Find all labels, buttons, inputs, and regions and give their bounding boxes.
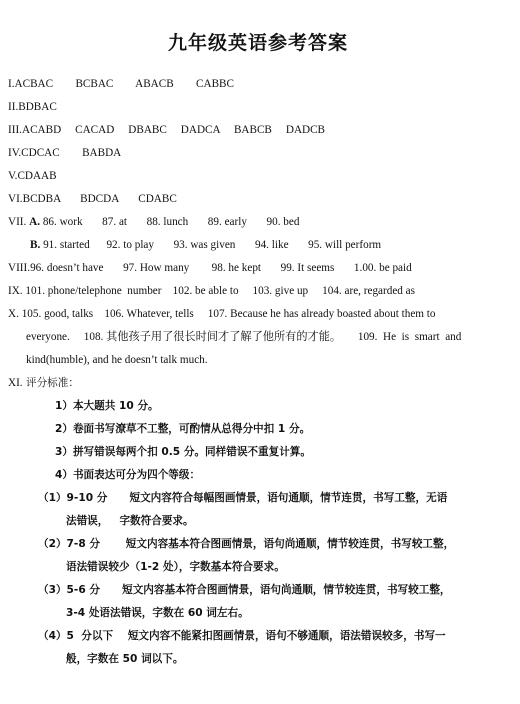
grade-text: （4）5 分以下 短文内容不能紧扣图画情景，语句不够通顺，语法错误较多，书写一 bbox=[38, 630, 446, 642]
part-a-text: 86. work 87. at 88. lunch 89. early 90. bed bbox=[42, 216, 300, 228]
page-title: 九年级英语参考答案 bbox=[167, 32, 348, 54]
answer-text: CDCAC BABDA bbox=[21, 147, 122, 159]
section-label: VI. bbox=[8, 193, 23, 205]
part-b-label: B. bbox=[30, 239, 41, 251]
answer-line-4 bbox=[8, 142, 500, 165]
grading-rule bbox=[8, 441, 500, 464]
rule-text: 3）拼写错误每两个扣 0.5 分。同样错误不重复计算。 bbox=[55, 446, 311, 458]
grade-text: （3）5-6 分 短文内容基本符合图画情景，语句尚通顺，情节较连贯，书写较工整， bbox=[38, 584, 451, 596]
grade-text: （1）9-10 分 短文内容符合每幅图画情景，语句通顺，情节连贯，书写工整，无语 bbox=[38, 492, 448, 504]
answer-text: ACABD CACAD DBABC DADCA BABCB DADCB bbox=[21, 124, 326, 136]
answer-text: BDBAC bbox=[18, 101, 57, 113]
section-10-line-2 bbox=[8, 326, 500, 349]
grading-rule bbox=[8, 418, 500, 441]
section-7-a bbox=[8, 211, 500, 234]
section-label: II. bbox=[8, 101, 19, 113]
answer-text: kind(humble), and he doesn’t talk much. bbox=[26, 354, 208, 366]
grading-rule bbox=[8, 464, 500, 487]
rule-text: 2）卷面书写潦草不工整，可酌情从总得分中扣 1 分。 bbox=[55, 423, 311, 435]
rule-text: 4）书面表达可分为四个等级： bbox=[55, 469, 201, 481]
grading-heading: 评分标准： bbox=[25, 377, 79, 389]
section-label: X. bbox=[8, 308, 19, 320]
grade-text: 般，字数在 50 词以下。 bbox=[66, 653, 184, 665]
answer-text: everyone. 108. 其他孩子用了很长时间才了解了他所有的才能。 109. He is smart and bbox=[26, 331, 462, 343]
grade-2-line-2 bbox=[8, 556, 500, 579]
grade-1-line-2 bbox=[8, 510, 500, 533]
answer-text: 96. doesn’t have 97. How many 98. he kept 99. It seems 1.00. be paid bbox=[30, 262, 412, 274]
answer-line-5 bbox=[8, 165, 500, 188]
grade-2-line-1 bbox=[8, 533, 500, 556]
answer-text: BCDBA BDCDA CDABC bbox=[22, 193, 177, 205]
section-label: XI. bbox=[8, 377, 23, 389]
part-b-text: 91. started 92. to play 93. was given 94. like 95. will perform bbox=[43, 239, 382, 251]
grade-text: 语法错误较少（1-2 处），字数基本符合要求。 bbox=[66, 561, 285, 573]
rule-text: 1）本大题共 10 分。 bbox=[55, 400, 159, 412]
section-9 bbox=[8, 280, 500, 303]
section-label: IV. bbox=[8, 147, 22, 159]
grading-rule bbox=[8, 395, 500, 418]
answer-text: ACBAC BCBAC ABACB CABBC bbox=[14, 78, 234, 90]
answer-line-3 bbox=[8, 119, 500, 142]
grade-4-line-1 bbox=[8, 625, 500, 648]
section-label: I. bbox=[8, 78, 15, 90]
section-label: III. bbox=[8, 124, 22, 136]
grade-3-line-2 bbox=[8, 602, 500, 625]
grade-4-line-2 bbox=[8, 648, 500, 671]
section-label: VIII. bbox=[8, 262, 31, 274]
answer-text: 105. good, talks 106. Whatever, tells 107. Because he has already boasted about them to bbox=[21, 308, 436, 320]
answer-line-2 bbox=[8, 96, 500, 119]
grade-1-line-1 bbox=[8, 487, 500, 510]
section-label: IX. bbox=[8, 285, 23, 297]
part-a-label: A. bbox=[29, 216, 41, 228]
answer-line-6 bbox=[8, 188, 500, 211]
section-10-line-3 bbox=[8, 349, 500, 372]
grade-3-line-1 bbox=[8, 579, 500, 602]
section-label: V. bbox=[8, 170, 18, 182]
answer-line-1 bbox=[8, 73, 500, 96]
section-7-b bbox=[8, 234, 500, 257]
grade-text: 法错误， 字数符合要求。 bbox=[66, 515, 194, 527]
section-8 bbox=[8, 257, 500, 280]
section-label: VII. bbox=[8, 216, 27, 228]
answer-text: 101. phone/telephone number 102. be able to 103. give up 104. are, regarded as bbox=[25, 285, 415, 297]
section-11-heading bbox=[8, 372, 500, 395]
grade-text: （2）7-8 分 短文内容基本符合图画情景，语句尚通顺，情节较连贯，书写较工整， bbox=[38, 538, 455, 550]
section-10-line-1 bbox=[8, 303, 500, 326]
grade-text: 3-4 处语法错误，字数在 60 词左右。 bbox=[66, 607, 249, 619]
answer-text: CDAAB bbox=[17, 170, 57, 182]
